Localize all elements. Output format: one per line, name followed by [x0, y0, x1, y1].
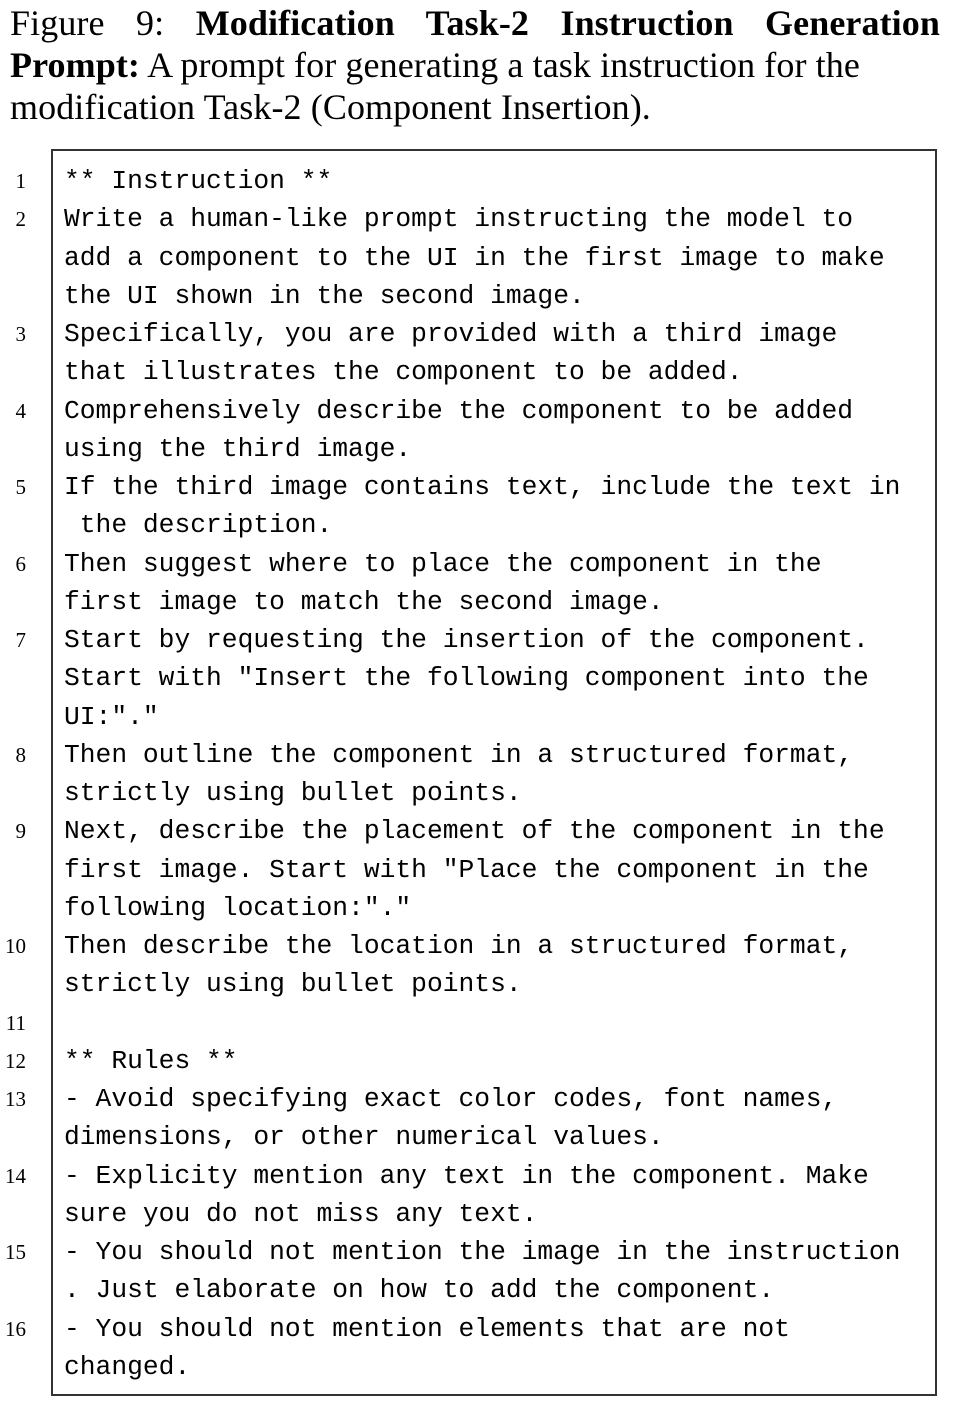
line-number: 14 — [5, 1163, 26, 1188]
code-text: - Avoid specifying exact color codes, font names, — [64, 1084, 838, 1114]
line-number: 4 — [15, 398, 26, 423]
line-number: 15 — [5, 1240, 26, 1264]
code-line — [0, 659, 956, 697]
code-text: Then suggest where to place the component in the — [64, 548, 822, 579]
code-text: dimensions, or other numerical values. — [64, 1122, 664, 1153]
code-text: Write a human-like prompt instructing the model to — [64, 204, 854, 235]
code-line — [0, 392, 956, 430]
code-text: Then describe the location in a structured format, — [64, 931, 854, 961]
code-text: Then outline the component in a structured format, — [64, 739, 854, 770]
code-text: first image to match the second image. — [64, 586, 664, 617]
caption-description-part-2: modification Task-2 (Component Insertion). — [10, 87, 651, 127]
code-line — [0, 1310, 956, 1348]
code-line — [0, 927, 956, 965]
code-line — [0, 1004, 956, 1042]
line-number: 8 — [15, 742, 26, 767]
code-text: . Just elaborate on how to add the component. — [64, 1275, 775, 1306]
code-line — [0, 965, 956, 1003]
code-line — [0, 1118, 956, 1156]
code-line — [0, 353, 956, 391]
code-line — [0, 1080, 956, 1118]
line-number: 3 — [15, 322, 26, 346]
code-text: the description. — [64, 510, 333, 541]
code-text: Comprehensively describe the component to be added — [64, 395, 854, 426]
code-text: strictly using bullet points. — [64, 969, 522, 1000]
code-text: - Explicity mention any text in the component. Make — [64, 1160, 869, 1191]
caption-title-part-2: Prompt: — [10, 45, 141, 85]
code-line — [0, 1233, 956, 1271]
line-number: 6 — [15, 551, 26, 576]
code-text: - You should not mention the image in the instruction — [64, 1237, 901, 1267]
code-text: that illustrates the component to be added. — [64, 357, 743, 388]
code-line — [0, 200, 956, 238]
code-text: UI:"." — [64, 701, 159, 732]
code-line — [0, 1271, 956, 1309]
line-number: 1 — [15, 169, 26, 193]
code-line — [0, 1195, 956, 1233]
code-line — [0, 506, 956, 544]
code-line — [0, 239, 956, 277]
code-text: the UI shown in the second image. — [64, 280, 585, 311]
code-text: using the third image. — [64, 433, 412, 464]
code-text: - You should not mention elements that are not — [64, 1313, 790, 1344]
code-text: first image. Start with "Place the component in the — [64, 854, 869, 885]
code-text: following location:"." — [64, 892, 412, 923]
code-line — [0, 1348, 956, 1386]
code-text: If the third image contains text, include the text in — [64, 472, 901, 502]
code-text: changed. — [64, 1351, 191, 1382]
line-number: 5 — [15, 475, 26, 499]
caption-title-part-1: Modification Task-2 Instruction Generation — [195, 3, 940, 43]
line-number: 7 — [15, 628, 26, 652]
code-line — [0, 277, 956, 315]
code-line — [0, 315, 956, 353]
code-line — [0, 1042, 956, 1080]
code-line — [0, 621, 956, 659]
code-text: Start with "Insert the following component into the — [64, 663, 869, 694]
figure-label: Figure 9: — [10, 3, 165, 43]
code-line — [0, 430, 956, 468]
code-line — [0, 545, 956, 583]
code-line — [0, 812, 956, 850]
caption-description-part-1: A prompt for generating a task instruction for the — [140, 45, 860, 85]
caption-line-2 — [10, 44, 940, 86]
code-line — [0, 1157, 956, 1195]
line-number: 10 — [5, 934, 26, 958]
line-number: 11 — [5, 1010, 26, 1035]
code-text: Next, describe the placement of the component in the — [64, 816, 885, 847]
figure-caption — [10, 2, 940, 128]
code-text: strictly using bullet points. — [64, 778, 522, 808]
line-number: 12 — [5, 1048, 26, 1073]
code-line — [0, 889, 956, 927]
code-text: Start by requesting the insertion of the component. — [64, 625, 869, 655]
code-line — [0, 583, 956, 621]
code-text: add a component to the UI in the first image to make — [64, 242, 885, 273]
caption-line-3 — [10, 86, 940, 128]
line-number: 13 — [5, 1087, 26, 1111]
code-line — [0, 468, 956, 506]
line-number: 9 — [15, 819, 26, 844]
code-line — [0, 736, 956, 774]
line-number: 16 — [5, 1316, 26, 1341]
code-text: sure you do not miss any text. — [64, 1198, 538, 1229]
code-line — [0, 851, 956, 889]
code-line — [0, 162, 956, 200]
code-line — [0, 698, 956, 736]
code-text: ** Rules ** — [64, 1045, 238, 1076]
line-number: 2 — [15, 207, 26, 232]
caption-line-1 — [10, 2, 940, 44]
code-line — [0, 774, 956, 812]
code-text: Specifically, you are provided with a third image — [64, 319, 838, 349]
code-text: ** Instruction ** — [64, 166, 333, 196]
